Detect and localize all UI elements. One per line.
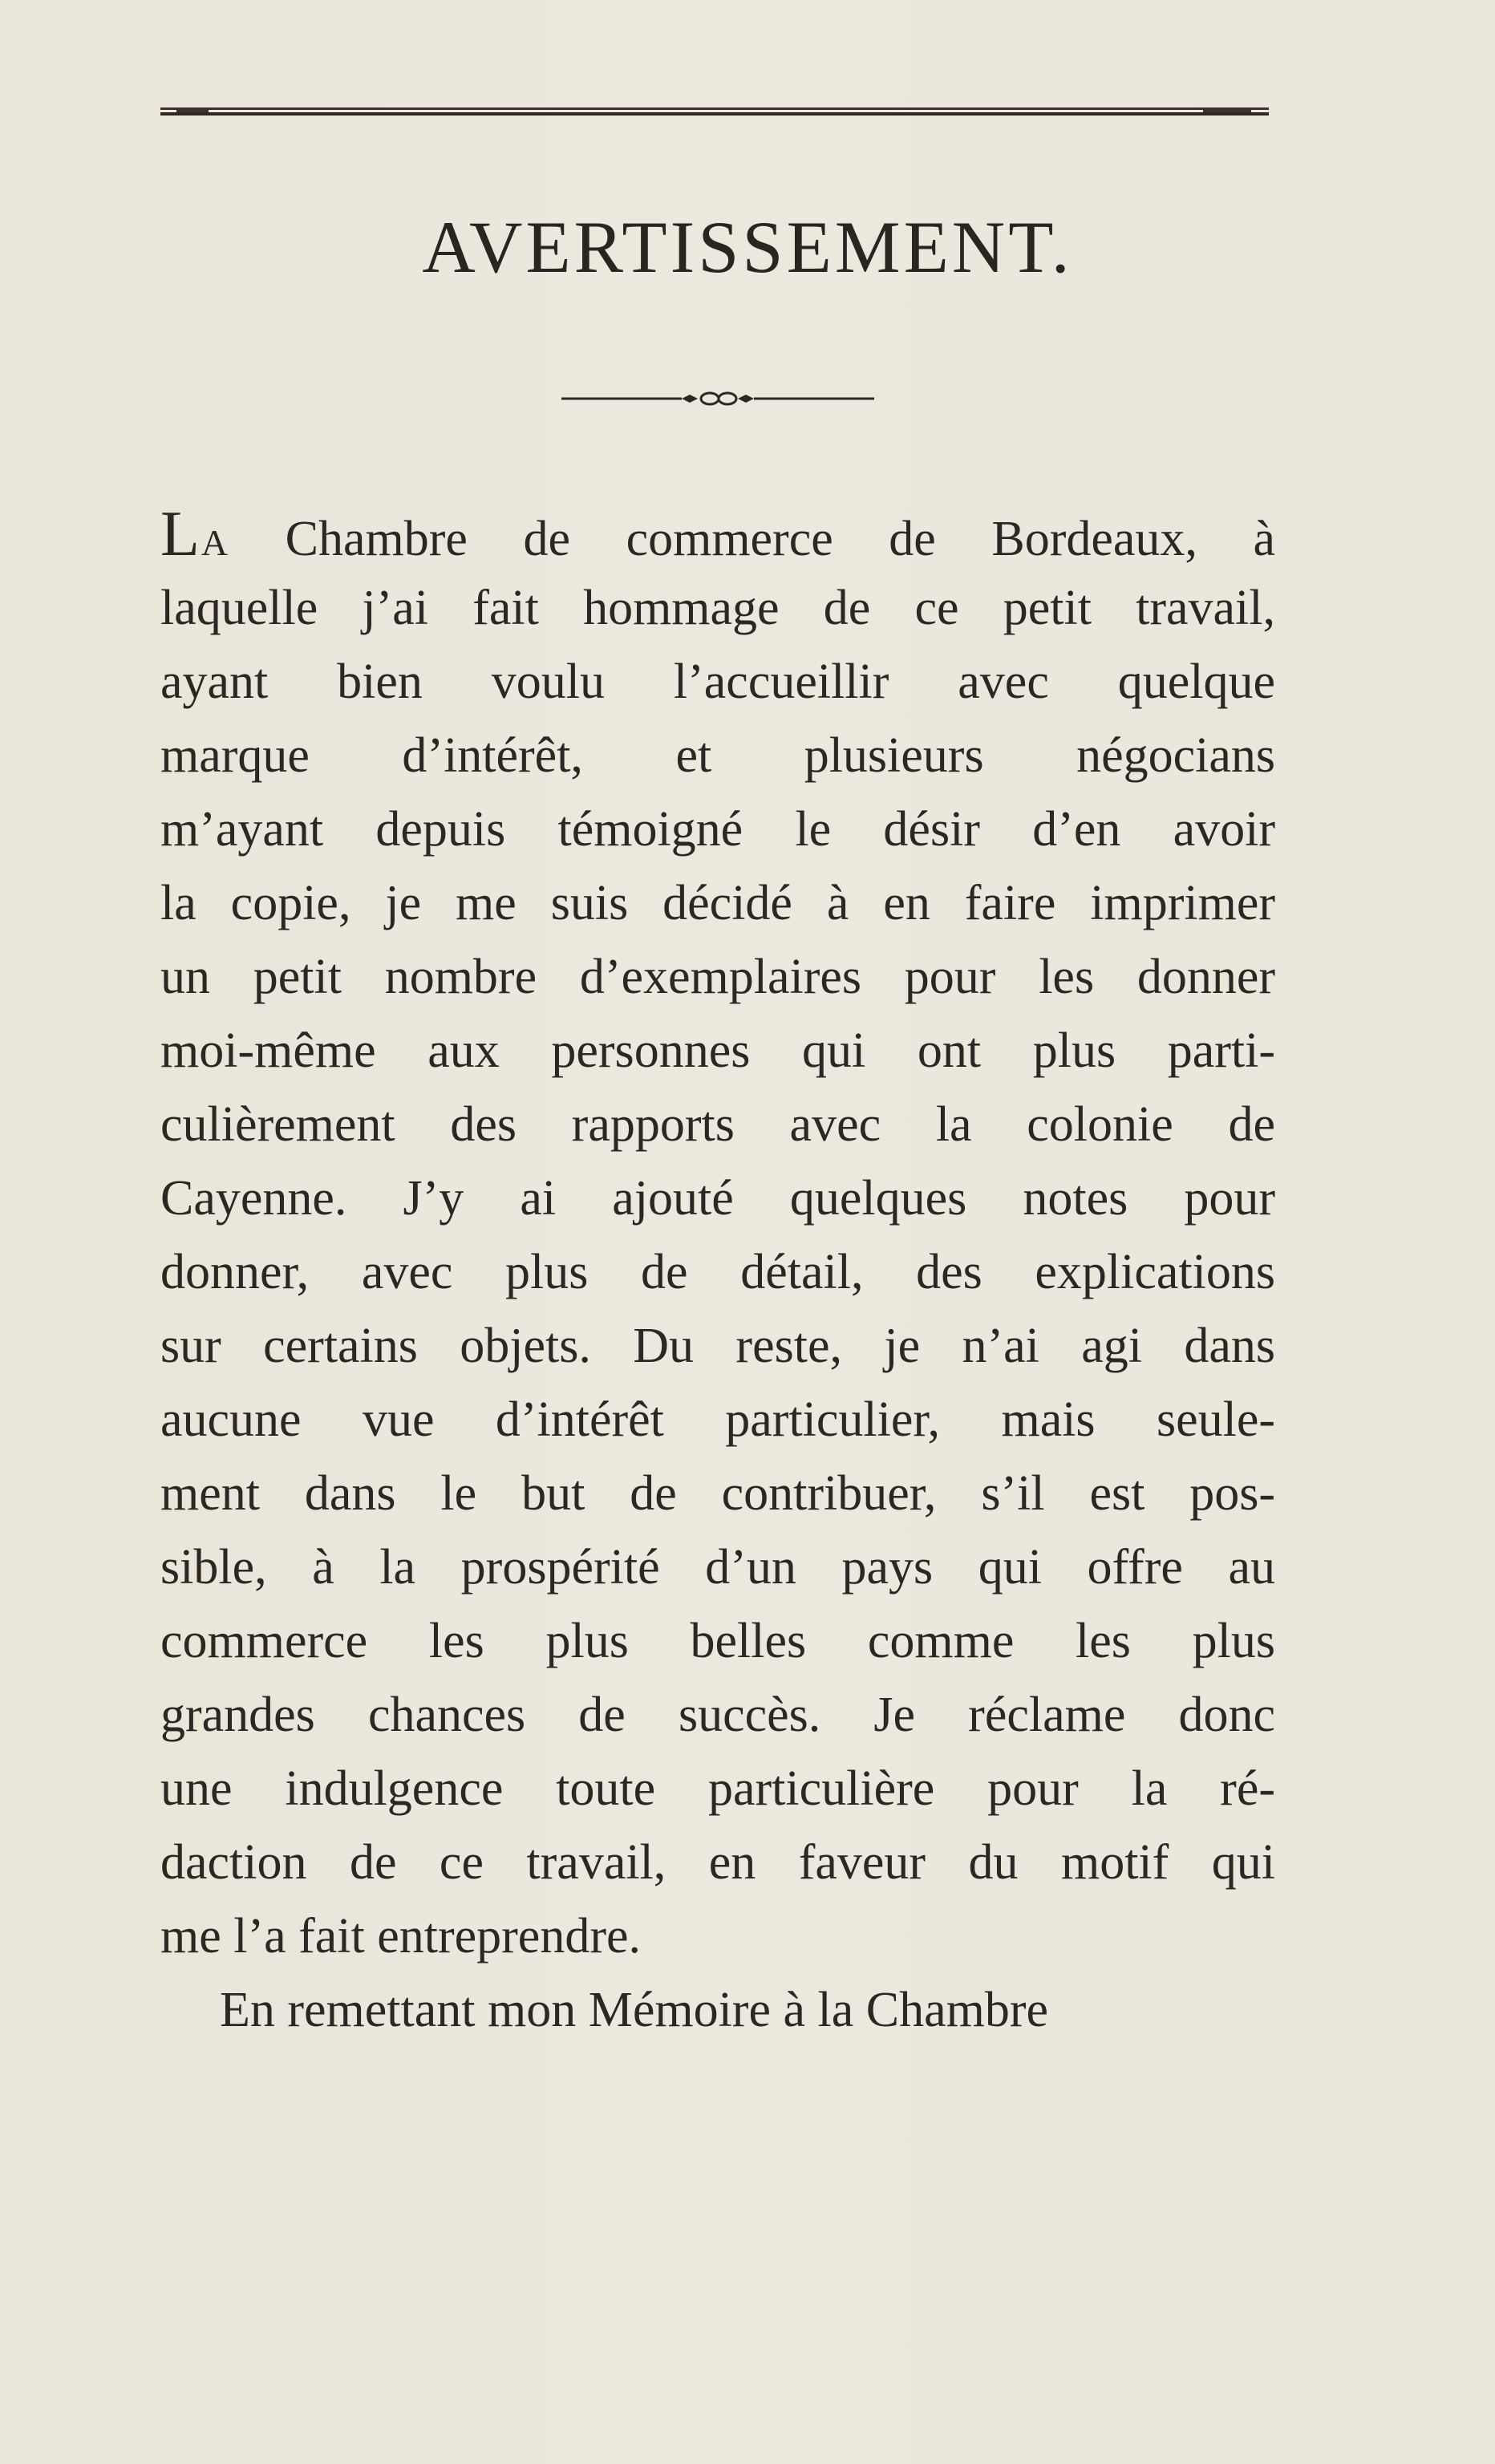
- text-line: culièrement des rapports avec la colonie de: [160, 1097, 1275, 1152]
- text-line: moi-même aux personnes qui ont plus parti-: [160, 1023, 1275, 1078]
- title-divider-ornament: [561, 390, 874, 407]
- text-line: Cayenne. J’y ai ajouté quelques notes pour: [160, 1171, 1275, 1226]
- main-text: [160, 497, 1275, 2047]
- text-line: daction de ce travail, en faveur du motif qui: [160, 1835, 1275, 1890]
- text-line: ayant bien voulu l’accueillir avec quelque: [160, 654, 1275, 709]
- text-line: un petit nombre d’exemplaires pour les donner: [160, 950, 1275, 1004]
- text-line: laquelle j’ai fait hommage de ce petit travail,: [160, 581, 1275, 635]
- text-line: sur certains objets. Du reste, je n’ai agi dans: [160, 1319, 1275, 1373]
- text-line: ment dans le but de contribuer, s’il est pos-: [160, 1466, 1275, 1521]
- text-line: commerce les plus belles comme les plus: [160, 1614, 1275, 1668]
- text-line: la copie, je me suis décidé à en faire imprimer: [160, 876, 1275, 930]
- text-line: aucune vue d’intérêt particulier, mais seule-: [160, 1392, 1275, 1447]
- small-cap: A: [201, 522, 230, 563]
- text-line: grandes chances de succès. Je réclame donc: [160, 1688, 1275, 1742]
- text-line: [160, 497, 1275, 571]
- text-line: une indulgence toute particulière pour la ré-: [160, 1761, 1275, 1816]
- first-line-text: Chambre de commerce de Bordeaux, à: [229, 512, 1275, 566]
- text-line: marque d’intérêt, et plusieurs négocians: [160, 728, 1275, 783]
- drop-cap: L: [160, 499, 201, 569]
- second-paragraph-line: En remettant mon Mémoire à la Chambre: [220, 1983, 1048, 2037]
- top-rule-ornament: [160, 106, 1269, 117]
- text-line: me l’a fait entreprendre.: [160, 1909, 641, 1964]
- text-line: sible, à la prospérité d’un pays qui offre au: [160, 1540, 1275, 1595]
- text-line: m’ayant depuis témoigné le désir d’en avoir: [160, 802, 1275, 857]
- text-line: donner, avec plus de détail, des explications: [160, 1245, 1275, 1299]
- page-title: AVERTISSEMENT.: [422, 206, 1073, 288]
